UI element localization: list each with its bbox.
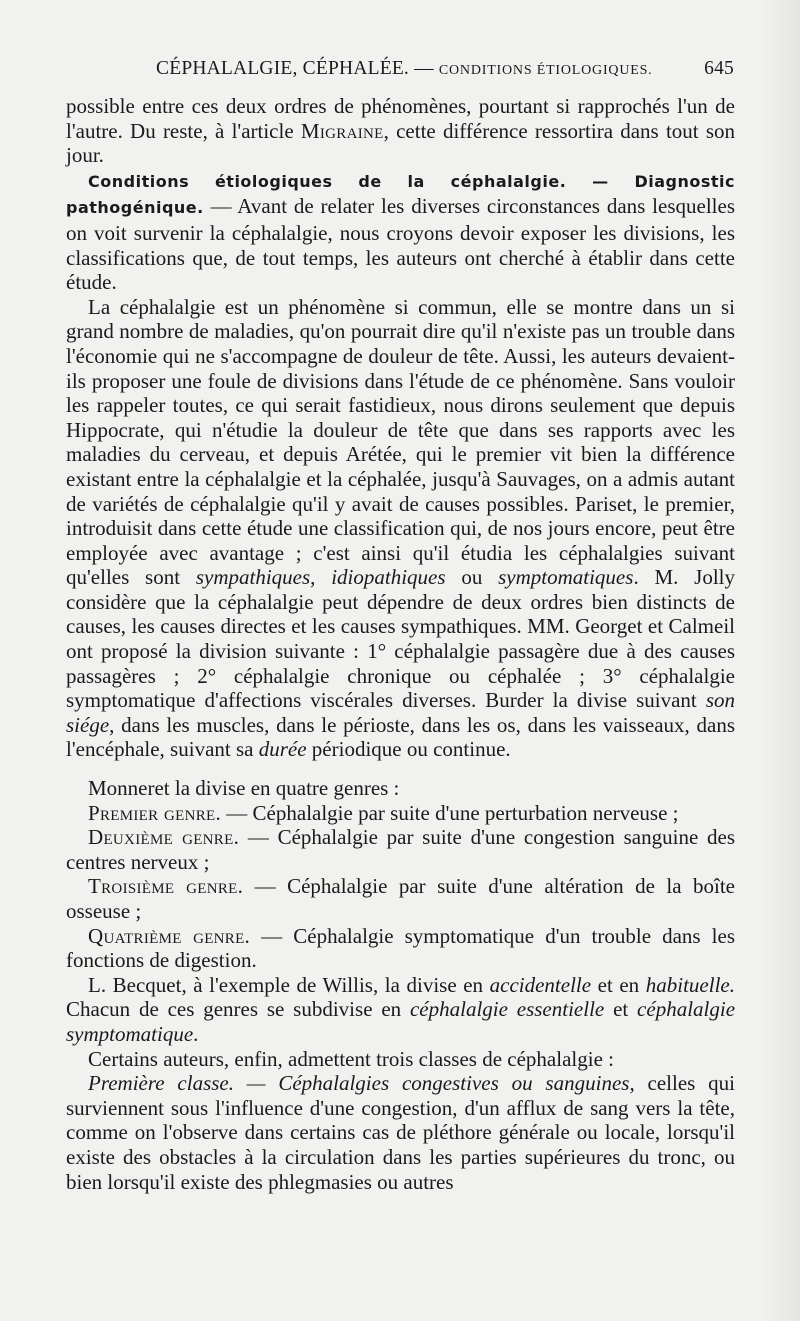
- paragraph-continued: possible entre ces deux ordres de phénomènes, pourtant si rapprochés l'un de l'autre. Du reste, à l'article Migraine, cette différence ressortira dans tout son jour.: [66, 94, 735, 168]
- genre-2: Deuxième genre. — Céphalalgie par suite d'une congestion sanguine des centres nerveux ;: [66, 825, 736, 874]
- paragraph-first-class: Première classe. — Céphalalgies congestives ou sanguines, celles qui surviennent sous l'influence d'une congestion, d'un afflux de sang vers la tête, comme on l'observe dans certains cas de pléthore générale ou locale, lorsqu'il existe des obstacles à la circulation dans les parties supérieures du tronc, ou bien lorsqu'il existe des phlegmasies ou autres: [66, 1071, 735, 1194]
- section-heading: Conditions étiologiques de la céphalalgie. — Diagnostic pathogénique.: [66, 171, 735, 218]
- paragraph-three-classes: Certains auteurs, enfin, admettent trois classes de céphalalgie :: [88, 1046, 614, 1071]
- paragraph-etiology-heading: Conditions étiologiques de la céphalalgie. — Diagnostic pathogénique. — Avant de relater les diverses circonstances dans lesquelles on voit survenir la céphalalgie, nous croyons devoir exposer les divisions, les classifications que, de tout temps, les auteurs ont cherché à établir dans cette étude.: [66, 171, 735, 295]
- page-edge-shadow: [760, 0, 800, 1321]
- genre-4: Quatrième genre. — Céphalalgie symptomatique d'un trouble dans les fonctions de digestion.: [66, 923, 735, 973]
- paragraph-monneret: Monneret la divise en quatre genres :: [88, 776, 400, 801]
- cross-reference: Migraine: [300, 118, 384, 143]
- genre-1: Premier genre. — Céphalalgie par suite d'une perturbation nerveuse ;: [88, 800, 679, 825]
- header-section: CONDITIONS ÉTIOLOGIQUES.: [438, 63, 653, 78]
- paragraph-divisions: La céphalalgie est un phénomène si commun, elle se montre dans un si grand nombre de maladies, qu'on pourrait dire qu'il n'existe pas un trouble dans l'économie qui ne s'accompagne de douleur de tête. Aussi, les auteurs devaient-ils proposer une foule de divisions dans l'étude de ce phénomène. Sans vouloir les rappeler toutes, ce qui serait fastidieux, nous dirons seulement que depuis Hippocrate, qui n'étudie la douleur de tête que dans ses rapports avec les maladies du cerveau, et depuis Arétée, qui le premier vit bien la différence existant entre la céphalalgie et la céphalée, jusqu'à Sauvages, on a admis autant de variétés de céphalalgie qu'il y avait de causes possibles. Pariset, le premier, introduisit dans cette étude une classification qui, de nos jours encore, peut être employée avec avantage ; c'est ainsi qu'il étudia les céphalalgies suivant qu'elles sont sympathiques, idiopathiques ou symptomatiques. M. Jolly considère que la céphalalgie peut dépendre de deux ordres bien distincts de causes, les causes directes et les causes sympathiques. MM. Georget et Calmeil ont proposé la division suivante : 1° céphalalgie passagère due à des causes passagères ; 2° céphalalgie chronique ou céphalée ; 3° céphalalgie symptomatique d'affections viscérales diverses. Burder la divise suivant son siége, dans les muscles, dans le périoste, dans les os, dans les vaisseaux, dans l'encéphale, suivant sa durée périodique ou continue.: [66, 294, 736, 762]
- running-header: [156, 58, 734, 80]
- paragraph-becquet: L. Becquet, à l'exemple de Willis, la divise en accidentelle et en habituelle. Chacun de ces genres se subdivise en céphalalgie essentielle et céphalalgie symptomatique.: [66, 972, 736, 1046]
- header-title: CÉPHALALGIE, CÉPHALÉE. —: [156, 58, 439, 79]
- genre-3: Troisième genre. — Céphalalgie par suite d'une altération de la boîte osseuse ;: [66, 874, 735, 923]
- body-text: [66, 94, 735, 1194]
- page-number: 645: [704, 58, 734, 79]
